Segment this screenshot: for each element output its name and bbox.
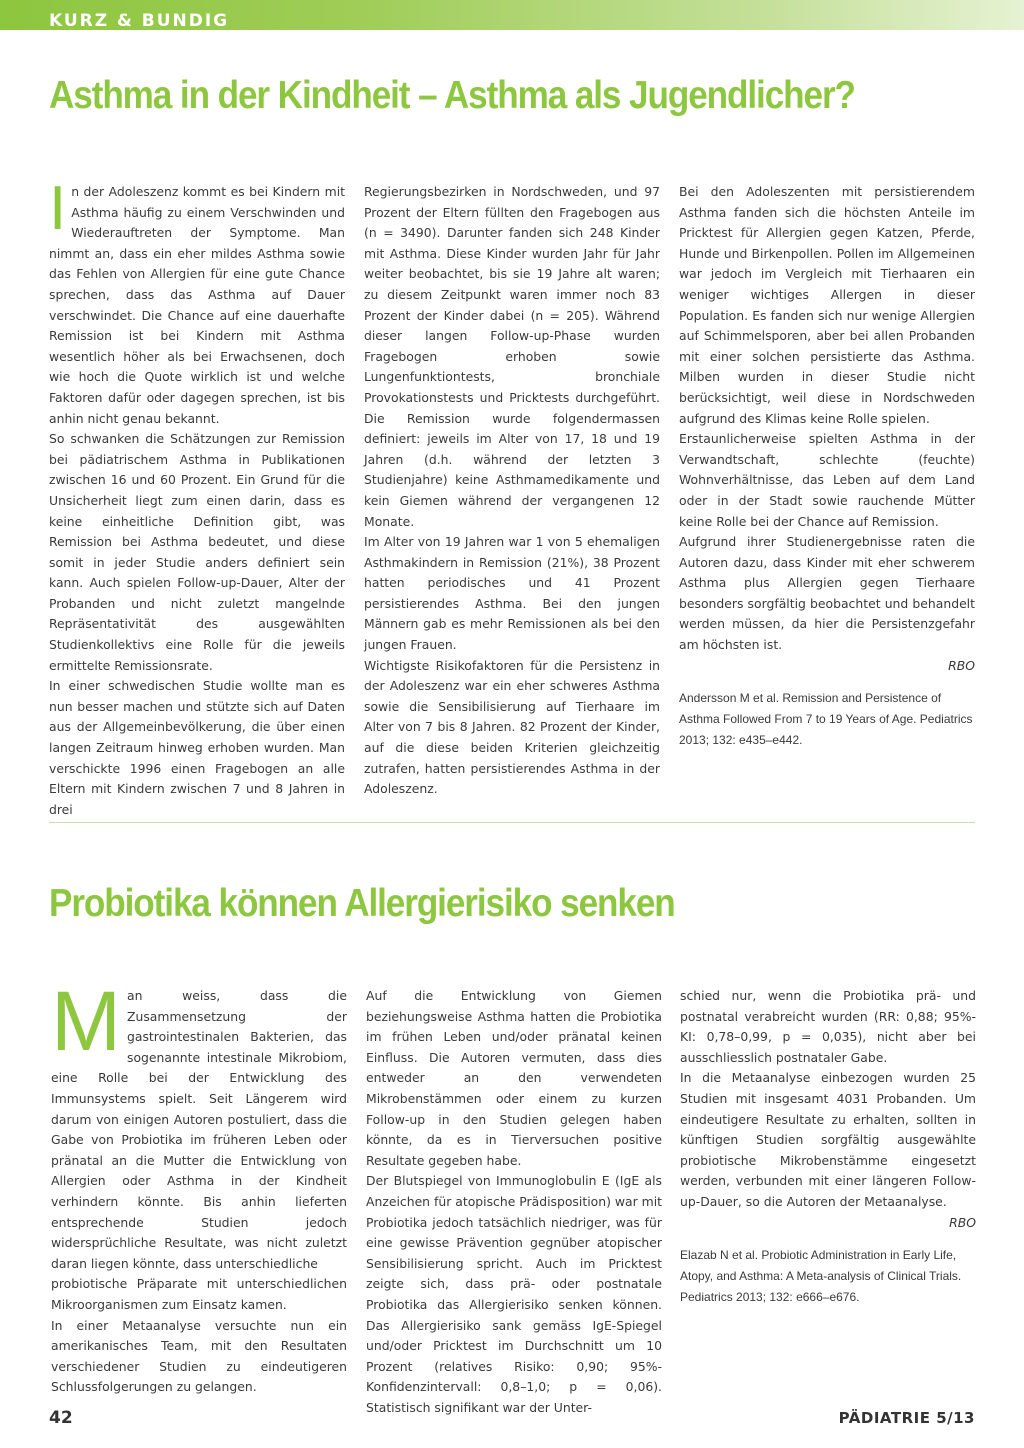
article-1-paragraph: Erstaunlicherweise spielten Asthma in der Verwandtschaft, schlechte (feuchte) Wohnverhältnisse, das Leben auf dem Land oder in der Stadt sowie rauchende Mütter keine Rolle bei der Chance auf Remission.: [679, 431, 975, 529]
journal-issue: 5/13: [936, 1409, 975, 1427]
paragraph-text: n der Adoleszenz kommt es bei Kindern mit Asthma häufig zu einem Verschwinden und Wiederauftreten der Symptome. Man nimmt an, dass ein eher mildes Asthma sowie das Fehlen von Allergien für eine gute Chance sprechen, dass das Asthma auf Dauer verschwindet. Die Chance auf eine dauerhafte Remission ist bei Kindern mit Asthma wesentlich höher als bei Erwachsenen, doch wie hoch die Quote wirklich ist und welche Faktoren dafür oder dagegen sprechen, ist bis anhin nicht genau bekannt.: [49, 184, 345, 426]
article-1-paragraph: In einer schwedischen Studie wollte man es nun besser machen und stützte sich auf Daten aus der Allgemeinbevölkerung, die über einen langen Zeitraum hinweg erhoben wurden. Man verschickte 1996 einen Fragebogen an alle Eltern mit Kindern zwischen 7 und 8 Jahren in drei: [49, 678, 345, 817]
article-2-paragraph: schied nur, wenn die Probiotika prä- und postnatal verabreicht wurden (RR: 0,88; 95%-KI: 0,78–0,99, p = 0,035), nicht aber bei ausschliesslich postnataler Gabe.: [680, 988, 976, 1065]
article-divider: [49, 822, 975, 823]
drop-cap: M: [51, 974, 121, 1068]
article-1-paragraph: Regierungsbezirken in Nordschweden, und 97 Prozent der Eltern füllten den Fragebogen aus (n = 3490). Darunter fanden sich 248 Kinder mit Asthma. Diese Kinder wurden Jahr für Jahr weiter beobachtet, bis sie 19 Jahre alt waren; zu diesem Zeitpunkt waren immer noch 83 Prozent der Kinder dabei (n = 205). Während dieser langen Follow-up-Phase wurden Fragebogen erhoben sowie Lungenfunktiontests, bronchiale Provokationstests und Pricktests durchgeführt. Die Remission wurde folgendermassen definiert: jeweils im Alter von 17, 18 und 19 Jahren (d.h. während der letzten 3 Studienjahre) keine Asthmamedikamente und kein Giemen während der vergangenen 12 Monate.: [364, 184, 660, 529]
article-2-paragraph: Der Blutspiegel von Immunoglobulin E (IgE als Anzeichen für atopische Prädisposition) war mit Probiotika jedoch tatsächlich niedriger, was für eine gewisse Prävention gegnüber atopischer Sensibilisierung spricht. Auch im Pricktest zeigte sich, dass prä- oder postnatale Probiotika das Allergierisiko senken können. Das Allergierisiko sank gemäss IgE-Spiegel und/oder Pricktest im Durchschnitt um 10 Prozent (relatives Risiko: 0,90; 95%-Konfidenzintervall: 0,8–1,0; p = 0,06). Statistisch signifikant war der Unter-: [366, 1173, 662, 1415]
article-2-paragraph: In einer Metaanalyse versuchte nun ein amerikanisches Team, mit den Resultaten verschiedener Studien zu eindeutigeren Schlussfolgerungen zu gelangen.: [51, 1317, 347, 1395]
article-1-paragraph: Aufgrund ihrer Studienergebnisse raten die Autoren dazu, dass Kinder mit eher schwerem Asthma plus Allergien gegen Tierhaare besonders sorgfältig beobachtet und behandelt werden müssen, da hier die Persistenzgefahr am höchsten ist.: [679, 534, 975, 653]
article-1-column-3: [679, 182, 975, 751]
article-2-paragraph: probiotische Präparate mit unterschiedlichen Mikroorganismen zum Einsatz kamen.: [51, 1276, 347, 1312]
article-2-paragraph: In die Metaanalyse einbezogen wurden 25 Studien mit insgesamt 4031 Probanden. Um eindeutigere Resultate zu erhalten, sollten in künftigen Studien sorgfältig ausgewählte probiotische Mikrobenstämme eingesetzt werden, verbunden mit einer längeren Follow-up-Dauer, so die Autoren der Metaanalyse.: [680, 1070, 976, 1209]
page-number: 42: [49, 1408, 73, 1428]
author-signature: RBO: [948, 657, 975, 673]
article-1-paragraph: Wichtigste Risikofaktoren für die Persistenz in der Adoleszenz war ein eher schweres Asthma sowie die Sensibilisierung auf Tierhaare im Alter von 7 bis 8 Jahren. 82 Prozent der Kinder, auf die diese beiden Kriterien gleichzeitig zutrafen, hatten persistierendes Asthma in der Adoleszenz.: [364, 657, 660, 797]
article-2-column-2: [366, 986, 662, 1418]
journal-name: PÄDIATRIE: [838, 1409, 931, 1427]
article-1-paragraph: [49, 174, 345, 429]
article-1-title: Asthma in der Kindheit – Asthma als Jugendlicher?: [49, 74, 855, 117]
article-2-paragraph: [51, 974, 347, 1274]
section-label: KURZ & BÜNDIG: [49, 12, 230, 30]
article-1-column-2: [364, 182, 660, 800]
drop-cap: I: [49, 174, 67, 243]
article-2-title: Probiotika können Allergierisiko senken: [49, 882, 675, 925]
article-2-column-3: [680, 986, 976, 1308]
paragraph-text: an weiss, dass die Zusammensetzung der gastrointestinalen Bakterien, das sogenannte intestinale Mikrobiom, eine Rolle bei der Entwicklung des Immunsystems spielt. Seit Längerem wird darum von einigen Autoren postuliert, dass die Gabe von Probiotika im früheren Leben oder pränatal an die Mutter die Entwicklung von Allergien oder Asthma in der Kindheit verhindern könnte. Bis anhin lieferten entsprechende Studien jedoch widersprüchliche Resultate, was nicht zuletzt daran liegen könnte, dass unterschiedliche: [51, 988, 347, 1271]
article-1-reference: Andersson M et al. Remission and Persistence of Asthma Followed From 7 to 19 Years of Age. Pediatrics 2013; 132: e435–e442.: [679, 691, 973, 748]
article-1-paragraph: So schwanken die Schätzungen zur Remission bei pädiatrischem Asthma in Publikationen zwischen 16 und 60 Prozent. Ein Grund für die Unsicherheit liegt zum einen darin, dass es keine einheitliche Definition gibt, was Remission bei Asthma bedeutet, und diese somit in jeder Studie anders definiert sein kann. Auch spielen Follow-up-Dauer, Alter der Probanden und nicht zuletzt mangelnde Repräsentativität des ausgewählten Studienkollektivs eine Rolle für die jeweils ermittelte Remissionsrate.: [49, 431, 345, 673]
article-2-column-1: [51, 974, 347, 1398]
article-2-reference: Elazab N et al. Probiotic Administration in Early Life, Atopy, and Asthma: A Meta-analysis of Clinical Trials. Pediatrics 2013; 132: e666–e676.: [680, 1248, 962, 1305]
author-signature: RBO: [949, 1214, 976, 1230]
article-1-column-1: [49, 174, 345, 820]
article-1-paragraph: Im Alter von 19 Jahren war 1 von 5 ehemaligen Asthmakindern in Remission (21%), 38 Prozent hatten periodisches und 41 Prozent persistierendes Asthma. Bei den jungen Männern gab es mehr Remissionen als bei den jungen Frauen.: [364, 534, 660, 653]
article-2-paragraph: Auf die Entwicklung von Giemen beziehungsweise Asthma hatten die Probiotika im frühen Leben und/oder pränatal keinen Einfluss. Die Autoren vermuten, dass dies entweder an den verwendeten Mikrobenstämmen oder einem zu kurzen Follow-up in den Studien gelegen haben könnte, da es in Tierversuchen positive Resultate gegeben habe.: [366, 988, 662, 1168]
section-header-bar: [0, 0, 1024, 30]
journal-footer: [839, 1409, 975, 1427]
article-1-paragraph: Bei den Adoleszenten mit persistierendem Asthma fanden sich die höchsten Anteile im Pricktest für Allergien gegen Katzen, Pferde, Hunde und Birkenpollen. Pollen im Allgemeinen war jedoch im Vergleich mit Tierhaaren ein weniger wichtiges Allergen in dieser Population. Es fanden sich nur wenige Allergien auf Schimmelsporen, aber bei allen Probanden mit einer solchen persistierte das Asthma. Milben wurden in dieser Studie nicht berücksichtigt, weil diese in Nordschweden aufgrund des Klimas keine Rolle spielen.: [679, 184, 975, 426]
